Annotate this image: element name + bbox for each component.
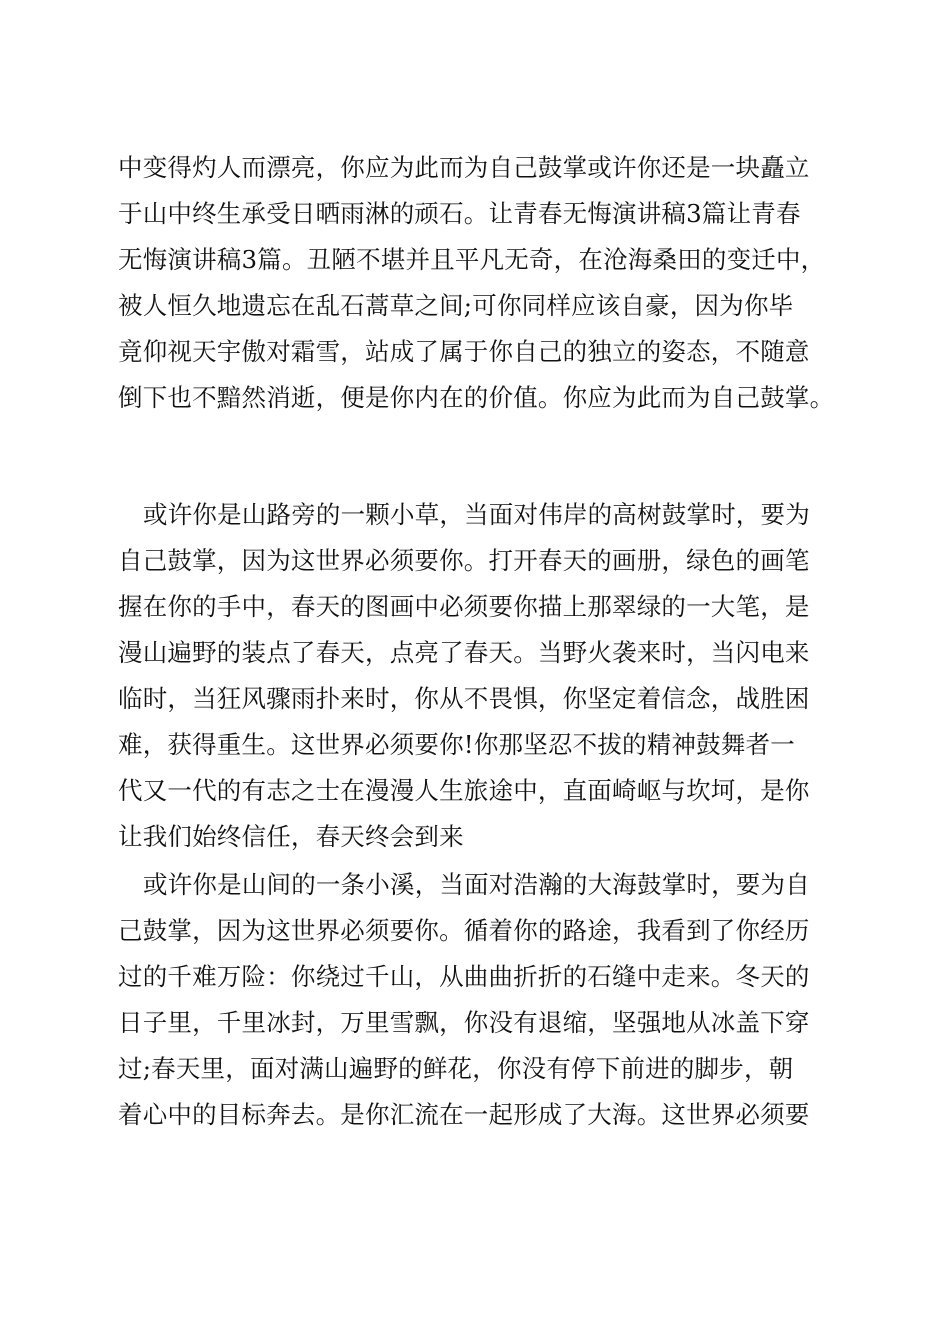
text-line: 倒下也不黯然消逝，便是你内在的价值。你应为此而为自己鼓掌。 bbox=[118, 383, 835, 412]
text-line: 无悔演讲稿3篇。丑陋不堪并且平凡无奇，在沧海桑田的变迁中， bbox=[118, 245, 826, 274]
text-line: 过;春天里，面对满山遍野的鲜花，你没有停下前进的脚步，朝 bbox=[118, 1054, 794, 1083]
text-line: 日子里，千里冰封，万里雪飘，你没有退缩，坚强地从冰盖下穿 bbox=[118, 1008, 810, 1037]
text-line: 于山中终生承受日晒雨淋的顽石。让青春无悔演讲稿3篇让青春 bbox=[118, 199, 801, 228]
text-line: 或许你是山间的一条小溪，当面对浩瀚的大海鼓掌时，要为自 bbox=[143, 870, 810, 899]
text-line: 漫山遍野的装点了春天，点亮了春天。当野火袭来时，当闪电来 bbox=[118, 638, 810, 667]
text-line: 己鼓掌，因为这世界必须要你。循着你的路途，我看到了你经历 bbox=[118, 916, 810, 945]
text-line: 自己鼓掌，因为这世界必须要你。打开春天的画册，绿色的画笔 bbox=[118, 546, 810, 575]
text-line: 着心中的目标奔去。是你汇流在一起形成了大海。这世界必须要 bbox=[118, 1100, 810, 1129]
text-line: 临时，当狂风骤雨扑来时，你从不畏惧，你坚定着信念，战胜困 bbox=[118, 684, 810, 713]
text-line: 让我们始终信任，春天终会到来 bbox=[118, 822, 464, 851]
text-line: 或许你是山路旁的一颗小草，当面对伟岸的高树鼓掌时，要为 bbox=[143, 500, 810, 529]
text-line: 握在你的手中，春天的图画中必须要你描上那翠绿的一大笔，是 bbox=[118, 592, 810, 621]
text-line: 中变得灼人而漂亮，你应为此而为自己鼓掌或许你还是一块矗立 bbox=[118, 153, 810, 182]
text-line: 竟仰视天宇傲对霜雪，站成了属于你自己的独立的姿态，不随意 bbox=[118, 337, 810, 366]
text-line: 代又一代的有志之士在漫漫人生旅途中，直面崎岖与坎坷，是你 bbox=[118, 776, 810, 805]
text-line: 过的千难万险：你绕过千山，从曲曲折折的石缝中走来。冬天的 bbox=[118, 962, 810, 991]
text-line: 被人恒久地遗忘在乱石蒿草之间;可你同样应该自豪，因为你毕 bbox=[118, 291, 794, 320]
text-line: 难，获得重生。这世界必须要你!你那坚忍不拔的精神鼓舞者一 bbox=[118, 730, 795, 759]
